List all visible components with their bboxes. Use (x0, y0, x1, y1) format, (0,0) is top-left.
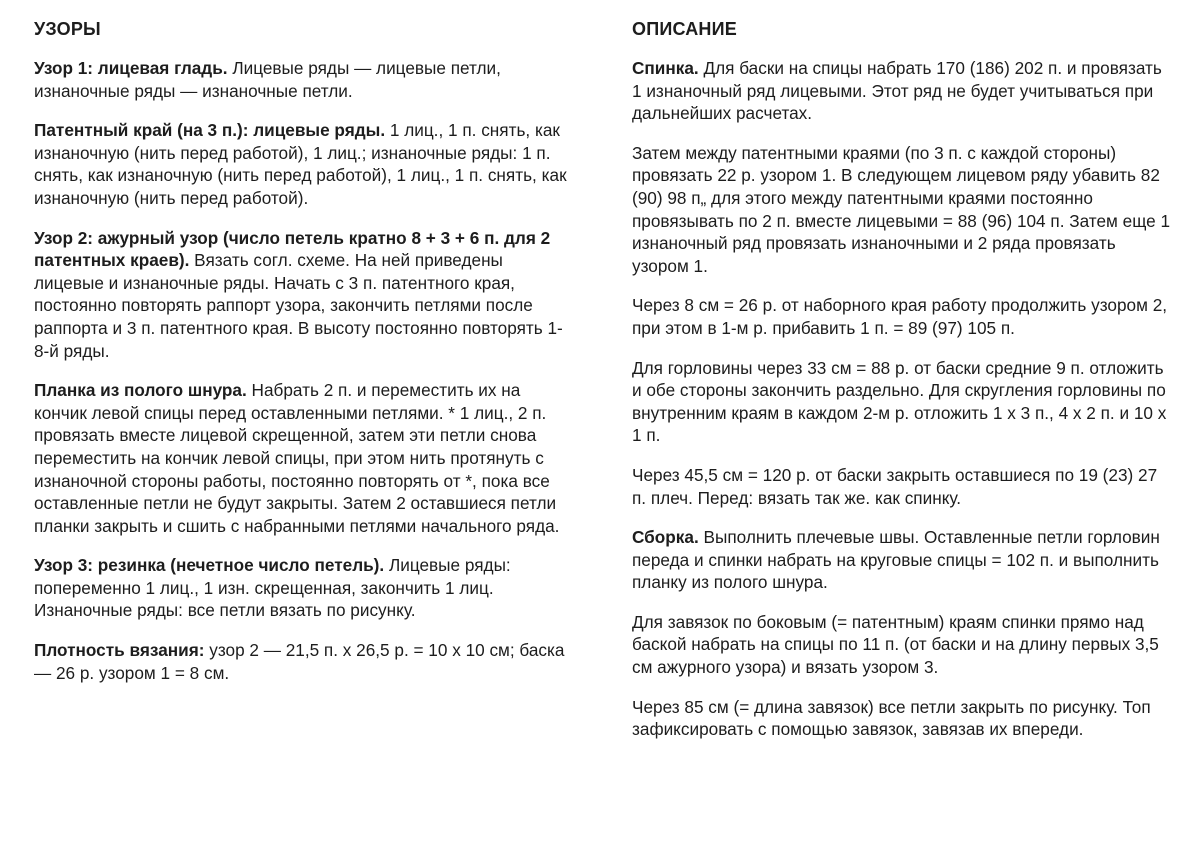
pattern-3-title: Узор 3: резинка (нечетное число петель). (34, 555, 385, 576)
decrease-paragraph (632, 142, 1172, 278)
cord-band-title: Планка из полого шнура. (34, 380, 247, 401)
cord-band-text: Набрать 2 п. и переместить их на кончик левой спицы перед оставленными петлями. * 1 лиц., 2 п. провязать вместе лицевой скрещенной, затем эти петли снова переместить на кончик левой спицы, при этом нить протянуть с изнаночной стороны работы, постоянно повторять от *, пока все оставленные петли не будут закрыты. Затем 2 оставшиеся петли планки закрыть и сшить с набранными петлями начального ряда. (34, 380, 560, 536)
continue-text: Через 8 см = 26 р. от наборного края работу продолжить узором 2, при этом в 1-м р. прибавить 1 п. = 89 (97) 105 п. (632, 295, 1168, 338)
cord-band-paragraph (34, 379, 574, 537)
patterns-heading: УЗОРЫ (34, 19, 101, 39)
continue-paragraph (632, 294, 1172, 339)
back-title: Спинка. (632, 58, 699, 78)
pattern-1-paragraph (34, 57, 574, 102)
decrease-text: Затем между патентными краями (по 3 п. с каждой стороны) провязать 22 р. узором 1. В следующем лицевом ряду убавить 82 (90) 98 п„ для этого между патентными краями постоянно провязывать по 2 п. вместе лицевыми = 88 (96) 104 п. Затем еще 1 изнаночный ряд провязать изнаночными и 2 ряда провязать узором 1. (632, 142, 1171, 276)
description-heading: ОПИСАНИЕ (632, 19, 737, 39)
ties-paragraph (632, 611, 1172, 679)
shoulders-text: Через 45,5 см = 120 р. от баски закрыть оставшиеся по 19 (23) 27 п. плеч. Перед: вязать так же. как спинку. (632, 464, 1158, 508)
pattern-3-paragraph (34, 554, 574, 622)
back-paragraph (632, 57, 1172, 125)
assembly-text: Выполнить плечевые швы. Оставленные петли горловин переда и спинки набрать на круговые спицы = 102 п. и выполнить планку из полого шнура. (632, 527, 1160, 593)
neckline-paragraph (632, 357, 1172, 447)
patent-edge-paragraph (34, 119, 574, 209)
back-text: Для баски на спицы набрать 170 (186) 202 п. и провязать 1 изнаночный ряд лицевыми. Этот ряд не будет учитываться при дальнейших расчетах. (632, 58, 1162, 124)
pattern-1-text: Лицевые ряды — лицевые петли, изнаночные ряды — изнаночные петли. (34, 58, 501, 101)
pattern-1-title: Узор 1: лицевая гладь. (34, 58, 228, 78)
pattern-2-title: Узор 2: ажурный узор (число петель кратно 8 + 3 + 6 п. для 2 патентных краев). (34, 227, 551, 271)
pattern-3-text: Лицевые ряды: попеременно 1 лиц., 1 изн. скрещенная, закончить 1 лиц. Изнаночные ряды: все петли вязать по рисунку. (34, 555, 511, 621)
assembly-paragraph (632, 526, 1172, 594)
shoulders-paragraph (632, 464, 1172, 509)
gauge-text: узор 2 — 21,5 п. х 26,5 р. = 10 х 10 см; баска — 26 р. узором 1 = 8 см. (34, 640, 565, 683)
pattern-2-text: Вязать согл. схеме. На ней приведены лицевые и изнаночные ряды. Начать с 3 п. патентного края, постоянно повторять раппорт узора, закончить петлями после раппорта и 3 п. патентного края. В высоту постоянно повторять 1-8-й ряды. (34, 250, 563, 361)
neckline-text: Для горловины через 33 см = 88 р. от баски средние 9 п. отложить и обе стороны закончить раздельно. Для скругления горловины по внутренним краям в каждом 2-м р. отложить 1 х 3 п., 4 х 2 п. и 10 х 1 п. (632, 357, 1167, 446)
ties-text: Для завязок по боковым (= патентным) краям спинки прямо над баской набрать на спицы по 11 п. (от баски и на длину первых 3,5 см ажурного узора) и вязать узором 3. (632, 611, 1159, 678)
finish-paragraph (632, 696, 1172, 741)
description-column (632, 18, 1172, 741)
gauge-paragraph (34, 639, 574, 684)
patterns-column (34, 18, 574, 684)
pattern-2-paragraph (34, 227, 574, 363)
assembly-title: Сборка. (632, 527, 699, 548)
finish-text: Через 85 см (= длина завязок) все петли закрыть по рисунку. Топ зафиксировать с помощью завязок, завязав их впереди. (632, 696, 1151, 740)
patent-edge-title: Патентный край (на 3 п.): лицевые ряды. (34, 120, 386, 141)
gauge-title: Плотность вязания: (34, 640, 205, 661)
patent-edge-text: 1 лиц., 1 п. снять, как изнаночную (нить перед работой), 1 лиц.; изнаночные ряды: 1 п. снять, как изнаночную (нить перед работой), 1 лиц., 1 п. снять, как изнаночную (нить перед работой). (34, 120, 567, 208)
